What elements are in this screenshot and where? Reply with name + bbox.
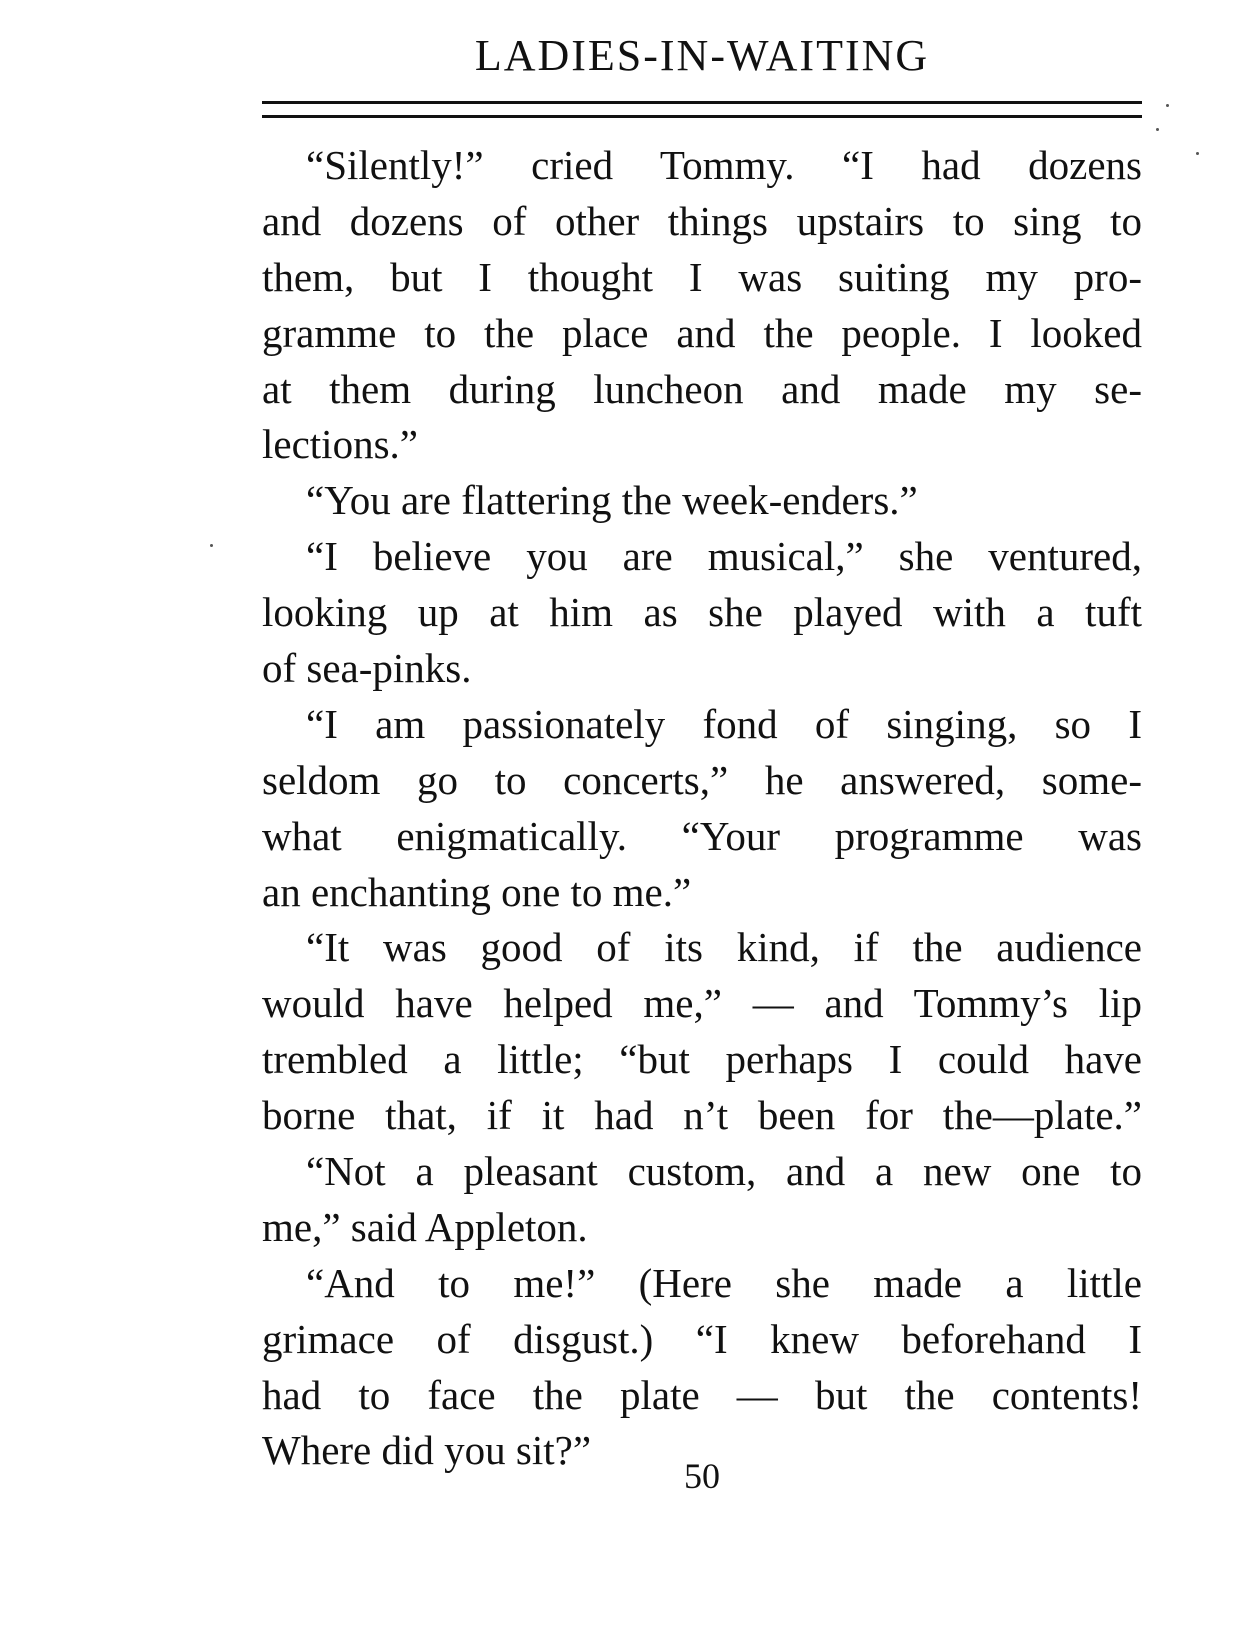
ink-speck <box>1166 104 1169 107</box>
text-line: Where did you sit?” <box>262 1427 592 1474</box>
text-line: of sea-pinks. <box>262 645 472 692</box>
text-line: an enchanting one to me.” <box>262 868 692 915</box>
text-line: seldom go to concerts,” he answered, some- <box>262 756 1142 803</box>
text-line: what enigmatically. “Your programme was <box>262 812 1142 859</box>
text-line: “You are flattering the week-enders.” <box>306 477 918 524</box>
text-line: “And to me!” (Here she made a little <box>306 1259 1142 1306</box>
text-line: would have helped me,” — and Tommy’s lip <box>262 980 1142 1027</box>
text-line: “It was good of its kind, if the audience <box>306 924 1142 971</box>
text-line: lections.” <box>262 421 418 468</box>
text-line: trembled a little; “but perhaps I could have <box>262 1036 1142 1083</box>
ink-speck <box>1156 128 1159 131</box>
running-head: LADIES-IN-WAITING <box>474 31 930 80</box>
text-line: looking up at him as she played with a tuft <box>262 589 1142 636</box>
text-line: had to face the plate — but the contents! <box>262 1371 1142 1418</box>
text-line: gramme to the place and the people. I looked <box>262 309 1142 356</box>
text-line: me,” said Appleton. <box>262 1203 588 1250</box>
text-line: grimace of disgust.) “I knew beforehand I <box>262 1315 1142 1362</box>
page-number: 50 <box>684 1456 720 1496</box>
text-line: “I believe you are musical,” she ventured, <box>306 533 1142 580</box>
ink-speck <box>210 544 213 547</box>
text-line: them, but I thought I was suiting my pro- <box>262 253 1142 300</box>
text-line: “I am passionately fond of singing, so I <box>306 700 1142 747</box>
double-rule-bottom <box>262 115 1142 118</box>
ink-speck <box>1196 152 1199 155</box>
text-line: and dozens of other things upstairs to sing to <box>262 197 1142 244</box>
text-line: at them during luncheon and made my se- <box>262 365 1142 412</box>
body-text <box>262 138 1142 1479</box>
text-line: borne that, if it had n’t been for the—plate.” <box>262 1092 1142 1139</box>
text-line: “Silently!” cried Tommy. “I had dozens <box>306 142 1142 188</box>
text-line: “Not a pleasant custom, and a new one to <box>306 1148 1142 1195</box>
double-rule-top <box>262 101 1142 104</box>
